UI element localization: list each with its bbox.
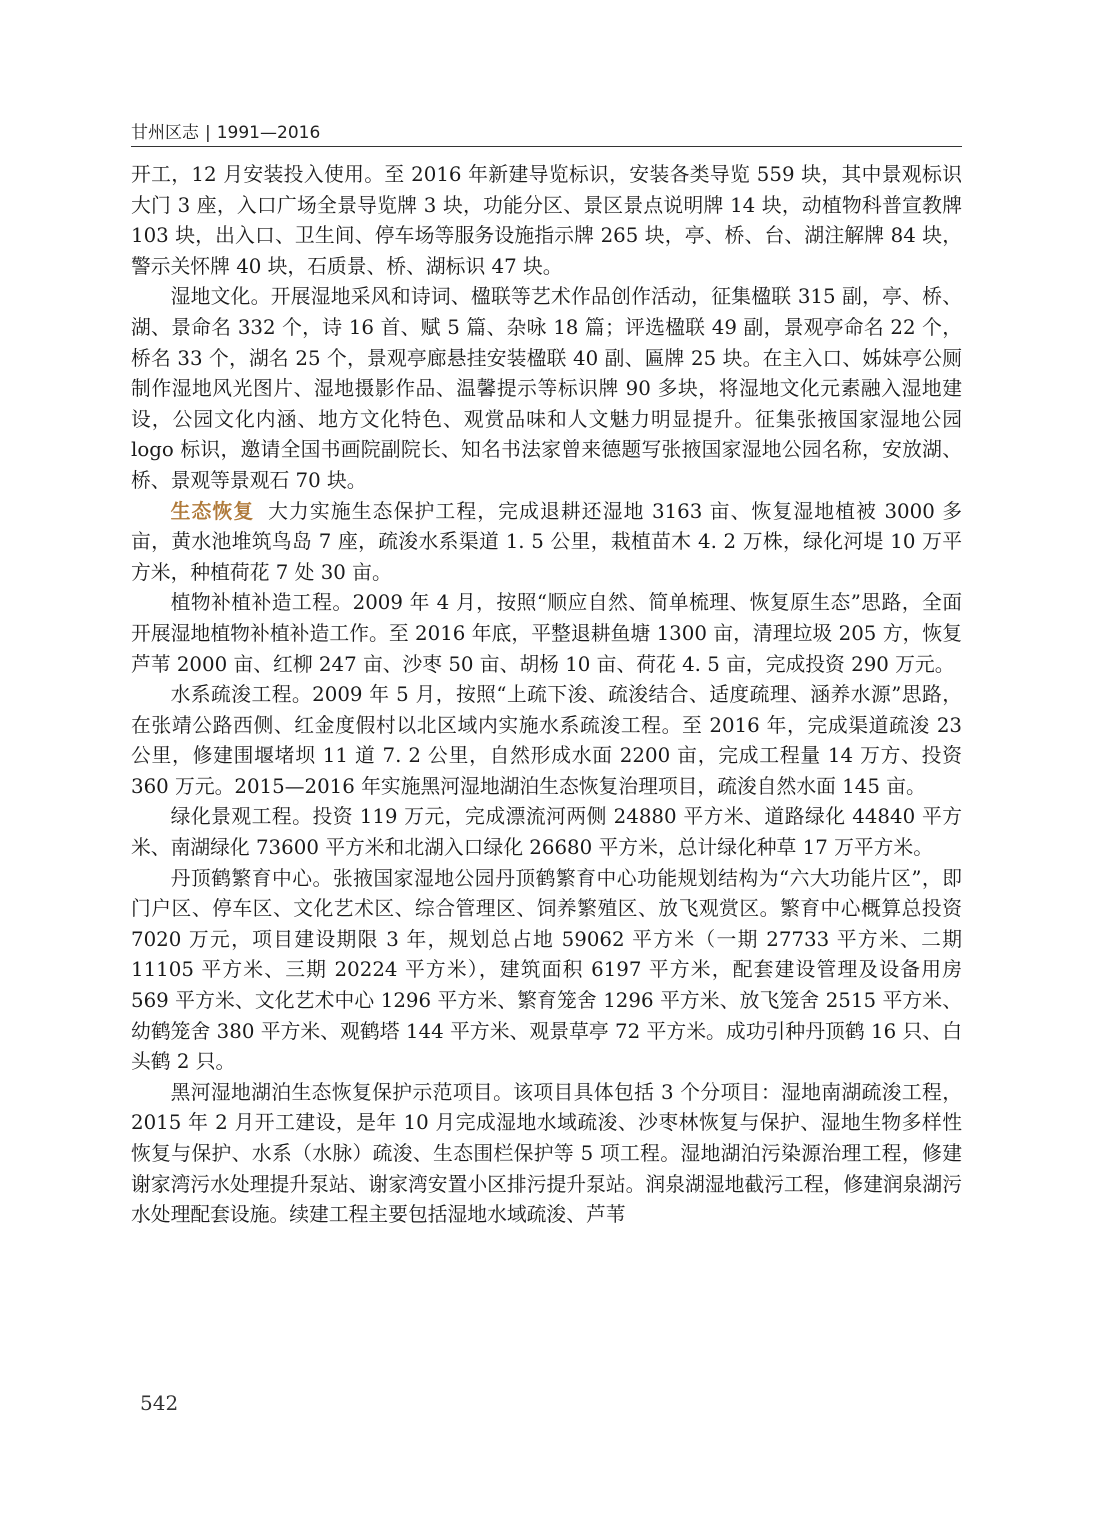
paragraph: 丹顶鹤繁育中心。张掖国家湿地公园丹顶鹤繁育中心功能规划结构为“六大功能片区”，即门户区、停车区、文化艺术区、综合管理区、饲养繁殖区、放飞观赏区。繁育中心概算总投资 7020 万元，项目建设期限 3 年，规划总占地 59062 平方米（一期 27733 平方米、二期 11105 平方米、三期 20224 平方米），建筑面积 6197 平方米，配套建设管理及设备用房 569 平方米、文化艺术中心 1296 平方米、繁育笼舍 1296 平方米、放飞笼舍 2515 平方米、幼鹤笼舍 380 平方米、观鹤塔 144 平方米、观景草亭 72 平方米。成功引种丹顶鹤 16 只、白头鹤 2 只。 — [131, 866, 962, 1074]
running-header — [131, 118, 962, 143]
section-heading: 生态恢复 — [170, 499, 255, 523]
paragraph: 开工，12 月安装投入使用。至 2016 年新建导览标识，安装各类导览 559 块，其中景观标识大门 3 座，入口广场全景导览牌 3 块，功能分区、景区景点说明牌 14 块，动植物科普宣教牌 103 块，出入口、卫生间、停车场等服务设施指示牌 265 块，亭、桥、台、湖注解牌 84 块，警示关怀牌 40 块，石质景、桥、湖标识 47 块。 — [131, 163, 962, 278]
paragraph: 黑河湿地湖泊生态恢复保护示范项目。该项目具体包括 3 个分项目：湿地南湖疏浚工程，2015 年 2 月开工建设，是年 10 月完成湿地水域疏浚、沙枣林恢复与保护、湿地生物多样性恢复与保护、水系（水脉）疏浚、生态围栏保护等 5 项工程。湿地湖泊污染源治理工程，修建谢家湾污水处理提升泵站、谢家湾安置小区排污提升泵站。润泉湖湿地截污工程，修建润泉湖污水处理配套设施。续建工程主要包括湿地水域疏浚、芦苇 — [131, 1080, 962, 1227]
paragraph: 生态恢复 大力实施生态保护工程，完成退耕还湿地 3163 亩、恢复湿地植被 3000 多亩，黄水池堆筑鸟岛 7 座，疏浚水系渠道 1. 5 公里，栽植苗木 4. 2 万株，绿化河堤 10 万平方米，种植荷花 7 处 30 亩。 — [131, 499, 962, 584]
paragraph: 湿地文化。开展湿地采风和诗词、楹联等艺术作品创作活动，征集楹联 315 副，亭、桥、湖、景命名 332 个，诗 16 首、赋 5 篇、杂咏 18 篇；评选楹联 49 副，景观亭命名 22 个，桥名 33 个，湖名 25 个，景观亭廊悬挂安装楹联 40 副、匾牌 25 块。在主入口、姊妹亭公厕制作湿地风光图片、湿地摄影作品、温馨提示等标识牌 90 多块，将湿地文化元素融入湿地建设，公园文化内涵、地方文化特色、观赏品味和人文魅力明显提升。征集张掖国家湿地公园 logo 标识，邀请全国书画院副院长、知名书法家曾来德题写张掖国家湿地公园名称，安放湖、桥、景观等景观石 70 块。 — [131, 285, 962, 492]
paragraph: 水系疏浚工程。2009 年 5 月，按照“上疏下浚、疏浚结合、适度疏理、涵养水源”思路，在张靖公路西侧、红金度假村以北区域内实施水系疏浚工程。至 2016 年，完成渠道疏浚 23 公里，修建围堰堵坝 11 道 7. 2 公里，自然形成水面 2200 亩，完成工程量 14 万方、投资 360 万元。2015—2016 年实施黑河湿地湖泊生态恢复治理项目，疏浚自然水面 145 亩。 — [131, 683, 962, 798]
header-years: 1991—2016 — [216, 123, 321, 143]
header-separator: | — [205, 123, 211, 143]
page-body — [131, 160, 962, 1231]
paragraph: 绿化景观工程。投资 119 万元，完成漂流河两侧 24880 平方米、道路绿化 44840 平方米、南湖绿化 73600 平方米和北湖入口绿化 26680 平方米，总计绿化种草 17 万平方米。 — [131, 805, 962, 860]
book-title: 甘州区志 — [131, 123, 199, 143]
page-number: 542 — [140, 1391, 179, 1415]
paragraph: 植物补植补造工程。2009 年 4 月，按照“顺应自然、简单梳理、恢复原生态”思路，全面开展湿地植物补植补造工作。至 2016 年底，平整退耕鱼塘 1300 亩，清理垃圾 205 方，恢复芦苇 2000 亩、红柳 247 亩、沙枣 50 亩、胡杨 10 亩、荷花 4. 5 亩，完成投资 290 万元。 — [131, 591, 962, 676]
header-rule — [131, 146, 962, 147]
